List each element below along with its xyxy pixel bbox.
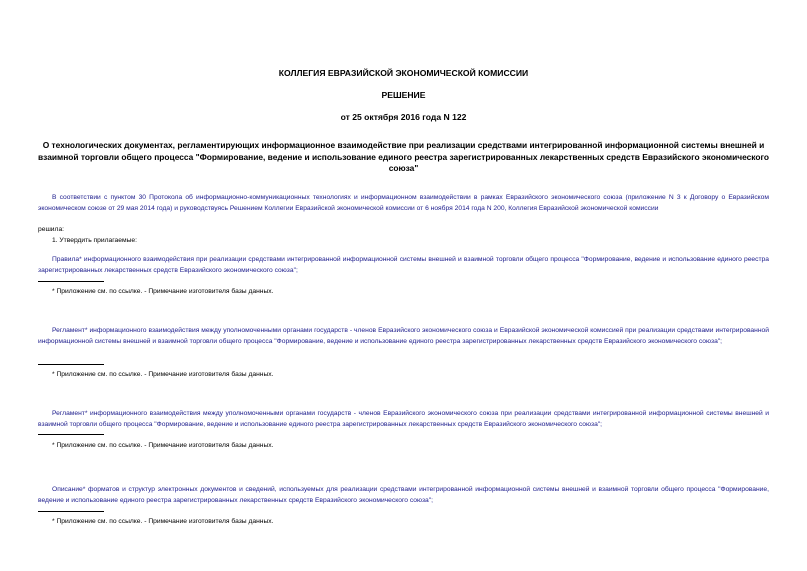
document-title: О технологических документах, регламентирующих информационное взаимодействие при реализации средствами интегрированной информационной системы внешней и взаимной торговли общего процесса "Формирование, ведение и использование единого реестра зарегистрированных лекарственных средств Евразийского экономического союза" [38,140,769,173]
issuing-organization: КОЛЛЕГИЯ ЕВРАЗИЙСКОЙ ЭКОНОМИЧЕСКОЙ КОМИССИИ [278,68,529,78]
approved-doc-2-link[interactable] [38,326,769,347]
item-1-label: 1. Утвердить прилагаемые: [52,237,137,244]
approved-doc-3-text[interactable]: Регламент* информационного взаимодействия между уполномоченными органами государств - членов Евразийского экономического союза при реализации средствами интегрированной информационной системы внешней и взаимной торговли общего процесса "Формирование, ведение и использование единого реестра зарегистрированных лекарственных средств Евразийского экономического союза"; [38,410,769,428]
footnote-divider [38,511,104,512]
approved-doc-1-link[interactable] [38,255,769,276]
decided-label: решила: [38,226,65,233]
approved-doc-3-link[interactable] [38,409,769,430]
approved-doc-4-text[interactable]: Описание* форматов и структур электронных документов и сведений, используемых для реализации средствами интегрированной информационной системы внешней и взаимной торговли общего процесса "Формирование, ведение и использование единого реестра зарегистрированных лекарственных средств Евразийского экономического союза"; [38,486,769,504]
footnote-2: * Приложение см. по ссылке. - Примечание изготовителя базы данных. [52,371,274,378]
footnote-3: * Приложение см. по ссылке. - Примечание изготовителя базы данных. [52,442,274,449]
document-type: РЕШЕНИЕ [381,90,426,100]
approved-doc-4-link[interactable] [38,485,769,506]
preamble-paragraph[interactable] [38,193,769,214]
footnote-divider [38,434,104,435]
approved-doc-1-text[interactable]: Правила* информационного взаимодействия при реализации средствами интегрированной информационной системы внешней и взаимной торговли общего процесса "Формирование, ведение и использование единого реестра зарегистрированных лекарственных средств Евразийского экономического союза"; [38,256,769,274]
preamble-text[interactable]: В соответствии с пунктом 30 Протокола об информационно-коммуникационных технологиях и информационном взаимодействии в рамках Евразийского экономического союза (приложение N 3 к Договору о Евразийском экономическом союзе от 29 мая 2014 года) и руководствуясь Решением Коллегии Евразийской экономической комиссии от 6 ноября 2014 года N 200, Коллегия Евразийской экономической комиссии [38,194,769,212]
document-date: от 25 октября 2016 года N 122 [340,112,467,122]
footnote-1: * Приложение см. по ссылке. - Примечание изготовителя базы данных. [52,288,274,295]
approved-doc-2-text[interactable]: Регламент* информационного взаимодействия между уполномоченными органами государств - членов Евразийского экономического союза и Евразийской экономической комиссией при реализации средствами интегрированной информационной системы внешней и взаимной торговли общего процесса "Формирование, ведение и использование единого реестра зарегистрированных лекарственных средств Евразийского экономического союза"; [38,327,769,345]
footnote-4: * Приложение см. по ссылке. - Примечание изготовителя базы данных. [52,518,274,525]
footnote-divider [38,364,104,365]
footnote-divider [38,281,104,282]
